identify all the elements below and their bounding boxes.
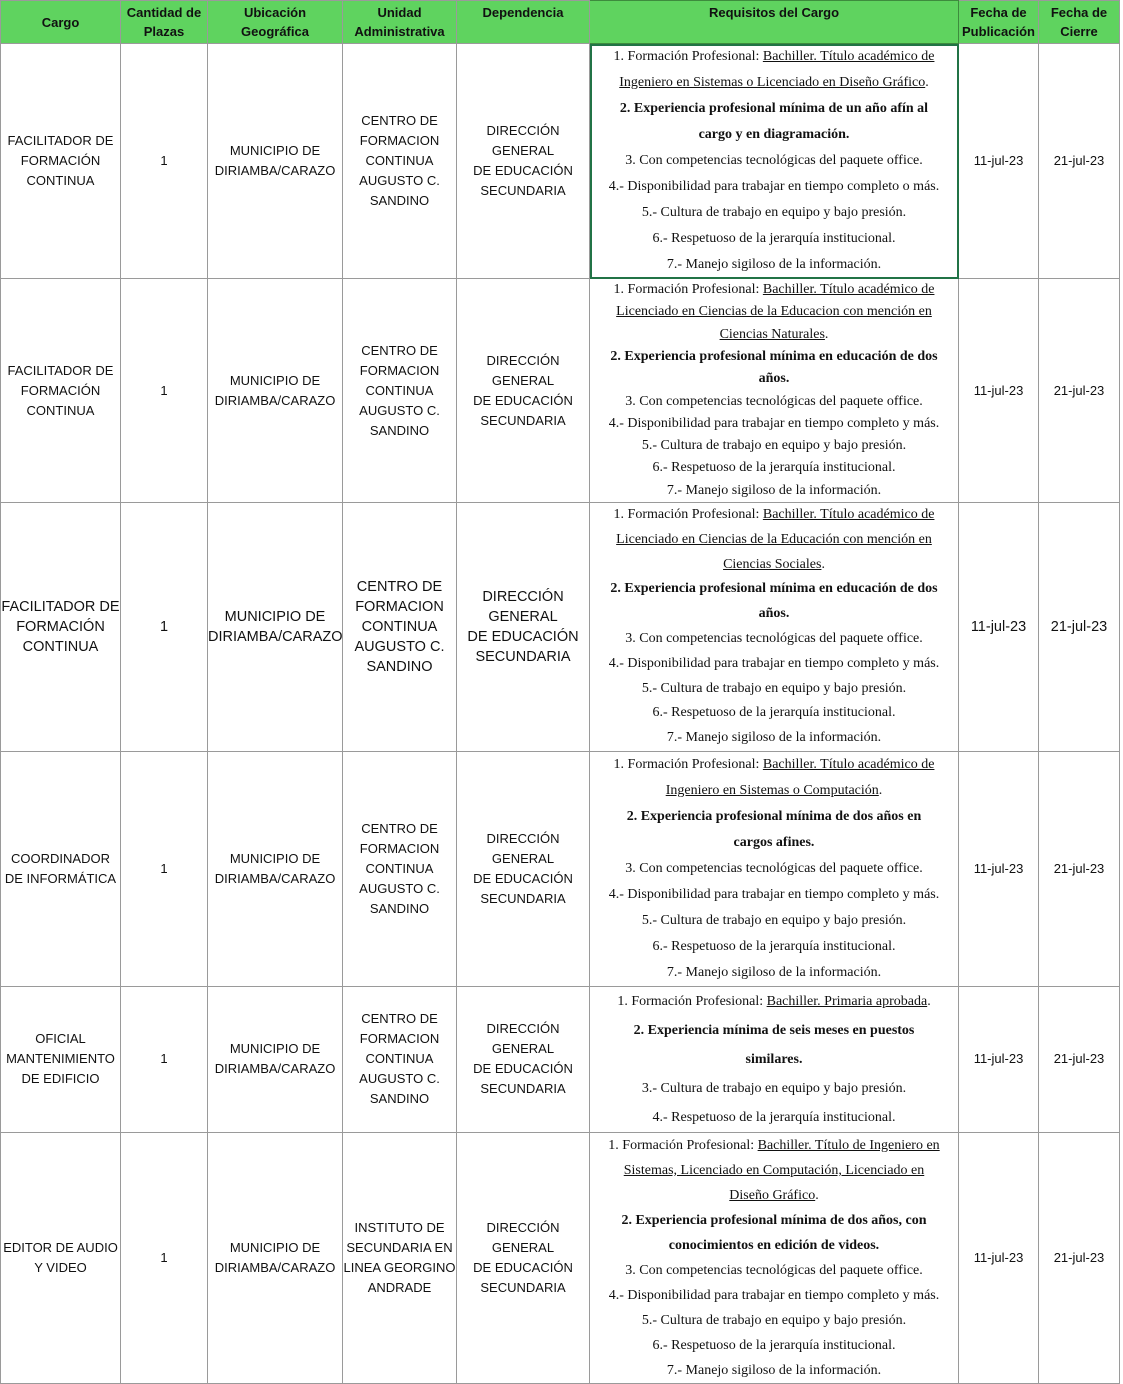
unidad-cell-line: AUGUSTO C. [359,1071,440,1087]
unidad-cell-line: CENTRO DE [356,578,443,595]
requisito-text: 4.- Disponibilidad para trabajar en tiempo completo o más. [608,179,940,194]
requisito-text: 1. Formación Profesional: [613,756,763,772]
ubicacion-cell-line: MUNICIPIO DE [229,850,321,866]
unidad-cell-line: FORMACION [355,598,444,615]
requisito-line [590,122,958,148]
requisito-text: 3. Con competencias tecnológicas del paquete office. [625,630,923,646]
requisito-line [590,1208,958,1233]
requisito-line [590,44,958,70]
requisito-line [590,1283,958,1308]
requisito-text: . [878,782,883,798]
requisito-text: 5.- Cultura de trabajo en equipo y bajo presión. [641,912,907,928]
requisito-line [590,435,958,457]
header-label: Cantidad de [126,5,202,20]
fecha-publicacion-cell-value: 11-jul-23 [973,860,1024,876]
dependencia-cell-line: DIRECCIÓN GENERAL [486,352,560,388]
fecha-cierre-cell-value: 21-jul-23 [1053,153,1105,168]
requisito-text: 4.- Disponibilidad para trabajar en tiempo completo y más. [608,655,940,671]
unidad-cell-line: AUGUSTO C. [359,880,440,896]
cargo-cell-line: OFICIAL [35,1031,86,1047]
cargo-cell-line: FACILITADOR DE [7,133,114,148]
ubicacion-cell-line: DIRIAMBA/CARAZO [214,392,336,408]
requisito-line [590,174,958,200]
requisito-text: Diseño Gráfico [729,1187,816,1203]
table-row [1,44,1120,279]
requisito-text: . [925,75,929,90]
header-label: Requisitos del Cargo [708,5,840,20]
dependencia-cell-line: SECUNDARIA [480,412,566,428]
header-label: Fecha de [1050,5,1108,20]
table-row [1,279,1120,503]
fecha-cierre-cell-value: 21-jul-23 [1053,382,1105,398]
requisito-text: 5.- Cultura de trabajo en equipo y bajo presión. [641,438,907,454]
requisito-text: 1. Formación Profesional: [613,49,763,64]
dependencia-cell[interactable] [457,44,590,279]
requisito-text: 1. Formación Profesional: [613,507,763,522]
requisito-line [590,882,958,908]
requisito-text: 7.- Manejo sigiloso de la información. [666,730,882,746]
header-label: Ubicación [243,5,307,20]
fecha-cierre-cell-value: 21-jul-23 [1053,1051,1105,1067]
fecha-publicacion-cell[interactable] [959,503,1039,752]
dependencia-cell-line: DIRECCIÓN GENERAL [486,1021,560,1057]
unidad-cell-line: CENTRO DE [361,342,438,358]
unidad-cell[interactable] [343,751,457,986]
requisito-text: Ciencias Naturales [719,326,825,342]
requisito-line [590,804,958,830]
header-label: Administrativa [354,24,445,39]
fecha-cierre-cell[interactable] [1039,1132,1120,1383]
ubicacion-cell[interactable] [208,986,343,1132]
requisito-line [590,1016,958,1045]
ubicacion-cell-line: DIRIAMBA/CARAZO [214,1061,336,1077]
unidad-cell-line: CONTINUA [365,1051,434,1067]
plazas-cell[interactable] [121,986,208,1132]
header-label: Geográfica [241,24,309,39]
unidad-cell-line: CONTINUA [365,860,434,876]
dependencia-cell-line: DE EDUCACIÓN [473,870,573,886]
plazas-cell[interactable] [121,279,208,503]
table-row [1,986,1120,1132]
header-cargo[interactable] [1,1,121,44]
requisitos-cell[interactable] [590,751,959,986]
requisito-text: 1. Formación Profesional: [608,1137,758,1153]
ubicacion-cell-line: MUNICIPIO DE [229,372,321,388]
header-requisitos[interactable] [590,1,959,44]
requisito-text: 4.- Disponibilidad para trabajar en tiempo completo y más. [608,415,940,431]
table-row [1,503,1120,752]
requisito-text: 2. Experiencia profesional mínima en educación de dos [610,581,938,597]
fecha-cierre-cell[interactable] [1039,279,1120,503]
unidad-cell-line: INSTITUTO DE [354,1219,445,1235]
fecha-cierre-cell[interactable] [1039,751,1120,986]
unidad-cell-line: AUGUSTO C. [359,173,440,188]
cargo-cell-line: MANTENIMIENTO [6,1051,115,1067]
cargo-cell[interactable] [1,751,121,986]
requisitos-cell[interactable] [590,503,959,752]
requisito-line [590,577,958,602]
header-label: Publicación [962,24,1035,39]
cargo-cell-line: DE INFORMÁTICA [4,870,117,886]
requisito-text: Bachiller. Primaria aprobada [766,993,928,1009]
requisito-line [590,1333,958,1358]
header-fecha-publicacion[interactable] [959,1,1039,44]
unidad-cell[interactable] [343,986,457,1132]
cargo-cell-line: FORMACIÓN [20,382,101,398]
requisito-text: Bachiller. Título académico de [762,282,935,298]
requisito-text: 2. Experiencia profesional mínima de un año afín al [619,101,929,116]
ubicacion-cell[interactable] [208,44,343,279]
requisito-text: 4.- Respetuoso de la jerarquía institucional. [652,1109,896,1125]
cargo-cell-line: FORMACIÓN [16,618,105,635]
cargo-cell-line: FACILITADOR DE [1,598,120,615]
table-row [1,1132,1120,1383]
requisito-text: 5.- Cultura de trabajo en equipo y bajo presión. [641,205,907,220]
requisito-line [590,301,958,323]
unidad-cell-line: AUGUSTO C. [354,638,445,655]
requisito-text: Licenciado en Ciencias de la Educacion con mención en [616,304,932,320]
requisito-line [590,778,958,804]
header-ubicacion[interactable] [208,1,343,44]
requisito-line [590,677,958,702]
requisito-line [590,1045,958,1074]
ubicacion-cell[interactable] [208,279,343,503]
requisito-line [590,1258,958,1283]
requisito-line [590,391,958,413]
unidad-cell-line: AUGUSTO C. [359,402,440,418]
requisito-line [590,752,958,778]
dependencia-cell-line: SECUNDARIA [480,1081,566,1097]
requisito-line [590,96,958,122]
unidad-cell[interactable] [343,279,457,503]
requisito-text: 6.- Respetuoso de la jerarquía institucional. [652,231,896,246]
header-row [1,1,1120,44]
dependencia-cell-line: DIRECCIÓN GENERAL [486,1219,560,1255]
fecha-publicacion-cell[interactable] [959,44,1039,279]
fecha-cierre-cell-value: 21-jul-23 [1053,1249,1105,1265]
requisito-line [590,324,958,346]
cargo-cell[interactable] [1,986,121,1132]
requisito-text: 1. Formación Profesional: [617,993,767,1009]
requisito-line [590,908,958,934]
requisito-text: cargo y en diagramación. [698,127,850,142]
requisito-text: Bachiller. Título de Ingeniero en [757,1137,940,1153]
fecha-publicacion-cell[interactable] [959,986,1039,1132]
unidad-cell-line: SANDINO [369,900,430,916]
requisito-line [590,200,958,226]
requisito-text: 2. Experiencia mínima de seis meses en puestos [633,1022,915,1038]
dependencia-cell[interactable] [457,279,590,503]
fecha-cierre-cell-value: 21-jul-23 [1053,860,1105,876]
requisito-line [590,934,958,960]
requisito-text: . [927,993,931,1009]
dependencia-cell-line: SECUNDARIA [475,648,571,665]
requisito-text: cargos afines. [733,834,815,850]
requisito-line [590,960,958,986]
requisito-text: 3.- Cultura de trabajo en equipo y bajo presión. [641,1080,907,1096]
unidad-cell-line: SECUNDARIA EN [346,1239,453,1255]
ubicacion-cell-line: DIRIAMBA/CARAZO [214,1259,336,1275]
requisito-text: . [821,556,825,572]
requisito-line [590,701,958,726]
header-dependencia[interactable] [457,1,590,44]
fecha-cierre-cell[interactable] [1039,44,1120,279]
requisito-text: 4.- Disponibilidad para trabajar en tiempo completo y más. [608,1287,940,1303]
requisito-text: 7.- Manejo sigiloso de la información. [666,257,882,272]
requisito-line [590,1233,958,1258]
requisito-line [590,457,958,479]
requisito-text: 2. Experiencia profesional mínima de dos años en [626,808,922,824]
requisito-line [590,226,958,252]
header-fecha-cierre[interactable] [1039,1,1120,44]
requisito-line [590,503,958,528]
unidad-cell[interactable] [343,1132,457,1383]
requisito-text: Sistemas, Licenciado en Computación, Licenciado en [623,1162,925,1178]
requisito-line [590,1133,958,1158]
requisito-text: conocimientos en edición de videos. [668,1237,880,1253]
cargo-cell-line: COORDINADOR [11,850,110,866]
requisito-text: 7.- Manejo sigiloso de la información. [666,1362,882,1378]
unidad-cell-line: SANDINO [369,1091,430,1107]
unidad-cell[interactable] [343,44,457,279]
dependencia-cell[interactable] [457,986,590,1132]
fecha-cierre-cell-value: 21-jul-23 [1050,618,1108,635]
cargo-cell-line: CONTINUA [26,402,95,418]
dependencia-cell-line: DIRECCIÓN GENERAL [482,588,564,625]
dependencia-cell-line: DE EDUCACIÓN [473,1259,573,1275]
plazas-cell-value: 1 [160,1249,168,1265]
unidad-cell-line: CONTINUA [365,382,434,398]
unidad-cell-line: CONTINUA [365,153,434,168]
cargo-cell[interactable] [1,503,121,752]
requisito-line [590,413,958,435]
requisito-line [590,602,958,627]
requisito-text: similares. [745,1051,803,1067]
requisito-line [590,1074,958,1103]
dependencia-cell-line: DIRECCIÓN GENERAL [486,123,560,158]
fecha-publicacion-cell-value: 11-jul-23 [970,618,1027,635]
dependencia-cell[interactable] [457,503,590,752]
requisito-line [590,553,958,578]
requisito-line [590,1183,958,1208]
cargo-cell-line: FACILITADOR DE [7,362,114,378]
table-row [1,751,1120,986]
requisitos-cell[interactable] [590,279,959,503]
requisito-text: 5.- Cultura de trabajo en equipo y bajo presión. [641,680,907,696]
requisito-line [590,480,958,502]
plazas-cell-value: 1 [160,860,168,876]
cargo-cell-line: EDITOR DE AUDIO [3,1239,118,1255]
unidad-cell-line: FORMACION [359,133,440,148]
fecha-publicacion-cell-value: 11-jul-23 [973,1249,1024,1265]
requisito-text: Ciencias Sociales [723,556,822,572]
requisito-line [590,1158,958,1183]
fecha-publicacion-cell-value: 11-jul-23 [973,153,1024,168]
dependencia-cell-line: DE EDUCACIÓN [473,1061,573,1077]
requisito-line [590,528,958,553]
requisito-text: Ingeniero en Sistemas o Licenciado en Diseño Gráfico [619,75,926,90]
unidad-cell-line: SANDINO [369,193,430,208]
requisito-text: . [824,326,829,342]
requisito-text: 7.- Manejo sigiloso de la información. [666,964,882,980]
requisito-text: Bachiller. Título académico de [762,507,935,522]
requisito-text: 2. Experiencia profesional mínima de dos años, con [621,1212,927,1228]
requisito-text: 2. Experiencia profesional mínima en educación de dos [610,348,938,364]
ubicacion-cell[interactable] [208,503,343,752]
requisito-text: 3. Con competencias tecnológicas del paquete office. [625,393,923,409]
dependencia-cell-line: SECUNDARIA [480,183,566,198]
requisito-text: Licenciado en Ciencias de la Educación con mención en [616,531,932,547]
header-label: Cierre [1060,24,1098,39]
requisito-text: Bachiller. Título académico de [762,49,935,64]
fecha-publicacion-cell[interactable] [959,751,1039,986]
requisito-text: años. [758,606,790,622]
requisito-text: Ingeniero en Sistemas o Computación [665,782,879,798]
requisito-line [590,726,958,751]
cargo-cell[interactable] [1,279,121,503]
requisito-text: 3. Con competencias tecnológicas del paquete office. [625,1262,923,1278]
header-label: Fecha de [970,5,1027,20]
cargo-cell-line: CONTINUA [26,173,95,188]
requisito-text: . [815,1187,819,1203]
header-cantidad-plazas[interactable] [121,1,208,44]
dependencia-cell-line: DE EDUCACIÓN [467,628,579,645]
unidad-cell[interactable] [343,503,457,752]
ubicacion-cell-line: MUNICIPIO DE [229,143,321,158]
requisito-text: 5.- Cultura de trabajo en equipo y bajo presión. [641,1312,907,1328]
plazas-cell[interactable] [121,751,208,986]
dependencia-cell-line: DE EDUCACIÓN [473,392,573,408]
fecha-publicacion-cell-value: 11-jul-23 [973,382,1024,398]
requisito-text: Bachiller. Título académico de [762,756,935,772]
dependencia-cell[interactable] [457,751,590,986]
unidad-cell-line: SANDINO [369,422,430,438]
requisito-text: 6.- Respetuoso de la jerarquía institucional. [652,1337,896,1353]
requisitos-cell[interactable] [590,986,959,1132]
requisito-text: 3. Con competencias tecnológicas del paquete office. [625,860,923,876]
ubicacion-cell-line: MUNICIPIO DE [229,1239,321,1255]
requisitos-cell[interactable] [590,1132,959,1383]
dependencia-cell-line: SECUNDARIA [480,890,566,906]
fecha-publicacion-cell[interactable] [959,279,1039,503]
requisito-text: años. [758,371,790,387]
requisito-line [590,1103,958,1132]
unidad-cell-line: CENTRO DE [361,820,438,836]
requisito-line [590,252,958,278]
dependencia-cell-line: DIRECCIÓN GENERAL [486,830,560,866]
fecha-publicacion-cell-value: 11-jul-23 [973,1051,1024,1067]
cargo-cell-line: Y VIDEO [34,1259,87,1275]
requisito-text: 6.- Respetuoso de la jerarquía institucional. [652,460,896,476]
unidad-cell-line: CONTINUA [361,618,438,635]
requisito-text: 3. Con competencias tecnológicas del paquete office. [625,153,923,168]
requisito-line [590,1308,958,1333]
requisito-line [590,368,958,390]
requisito-line [590,830,958,856]
header-label: Unidad [377,5,422,20]
fecha-publicacion-cell[interactable] [959,1132,1039,1383]
ubicacion-cell[interactable] [208,1132,343,1383]
ubicacion-cell-line: DIRIAMBA/CARAZO [214,870,336,886]
ubicacion-cell-line: MUNICIPIO DE [224,608,326,625]
header-unidad[interactable] [343,1,457,44]
unidad-cell-line: CENTRO DE [361,1011,438,1027]
fecha-cierre-cell[interactable] [1039,503,1120,752]
requisito-text: 6.- Respetuoso de la jerarquía institucional. [652,705,896,721]
ubicacion-cell-line: DIRIAMBA/CARAZO [208,628,343,645]
plazas-cell-value: 1 [160,382,168,398]
requisito-line [590,279,958,301]
requisito-line [590,346,958,368]
unidad-cell-line: CENTRO DE [361,113,438,128]
dependencia-cell[interactable] [457,1132,590,1383]
requisito-text: 4.- Disponibilidad para trabajar en tiempo completo y más. [608,886,940,902]
unidad-cell-line: ANDRADE [367,1279,432,1295]
unidad-cell-line: FORMACION [359,362,440,378]
cargo-cell-line: CONTINUA [22,638,99,655]
plazas-cell-value: 1 [159,618,169,635]
header-label: Cargo [41,14,80,30]
requisito-text: 1. Formación Profesional: [613,282,763,298]
header-label: Plazas [143,24,185,39]
requisito-text: 7.- Manejo sigiloso de la información. [666,482,882,498]
plazas-cell-value: 1 [160,153,168,168]
plazas-cell[interactable] [121,503,208,752]
ubicacion-cell[interactable] [208,751,343,986]
requisito-line [590,70,958,96]
cargo-cell[interactable] [1,44,121,279]
cargo-cell-line: FORMACIÓN [20,153,101,168]
unidad-cell-line: FORMACION [359,1031,440,1047]
requisito-line [590,652,958,677]
ubicacion-cell-line: MUNICIPIO DE [229,1041,321,1057]
dependencia-cell-line: SECUNDARIA [480,1279,566,1295]
plazas-cell[interactable] [121,44,208,279]
unidad-cell-line: FORMACION [359,840,440,856]
fecha-cierre-cell[interactable] [1039,986,1120,1132]
requisito-line [590,987,958,1016]
cargo-cell[interactable] [1,1132,121,1383]
header-label: Dependencia [482,5,564,20]
dependencia-cell-line: DE EDUCACIÓN [473,163,573,178]
plazas-cell[interactable] [121,1132,208,1383]
cargo-cell-line: DE EDIFICIO [21,1071,100,1087]
ubicacion-cell-line: DIRIAMBA/CARAZO [214,163,336,178]
unidad-cell-line: SANDINO [366,658,433,675]
requisito-line [590,627,958,652]
requisito-line [590,856,958,882]
plazas-cell-value: 1 [160,1051,168,1067]
unidad-cell-line: LINEA GEORGINO [343,1259,456,1275]
requisitos-cell[interactable] [590,44,959,279]
table-body [1,44,1120,1384]
requisito-text: 6.- Respetuoso de la jerarquía institucional. [652,938,896,954]
requisito-line [590,148,958,174]
